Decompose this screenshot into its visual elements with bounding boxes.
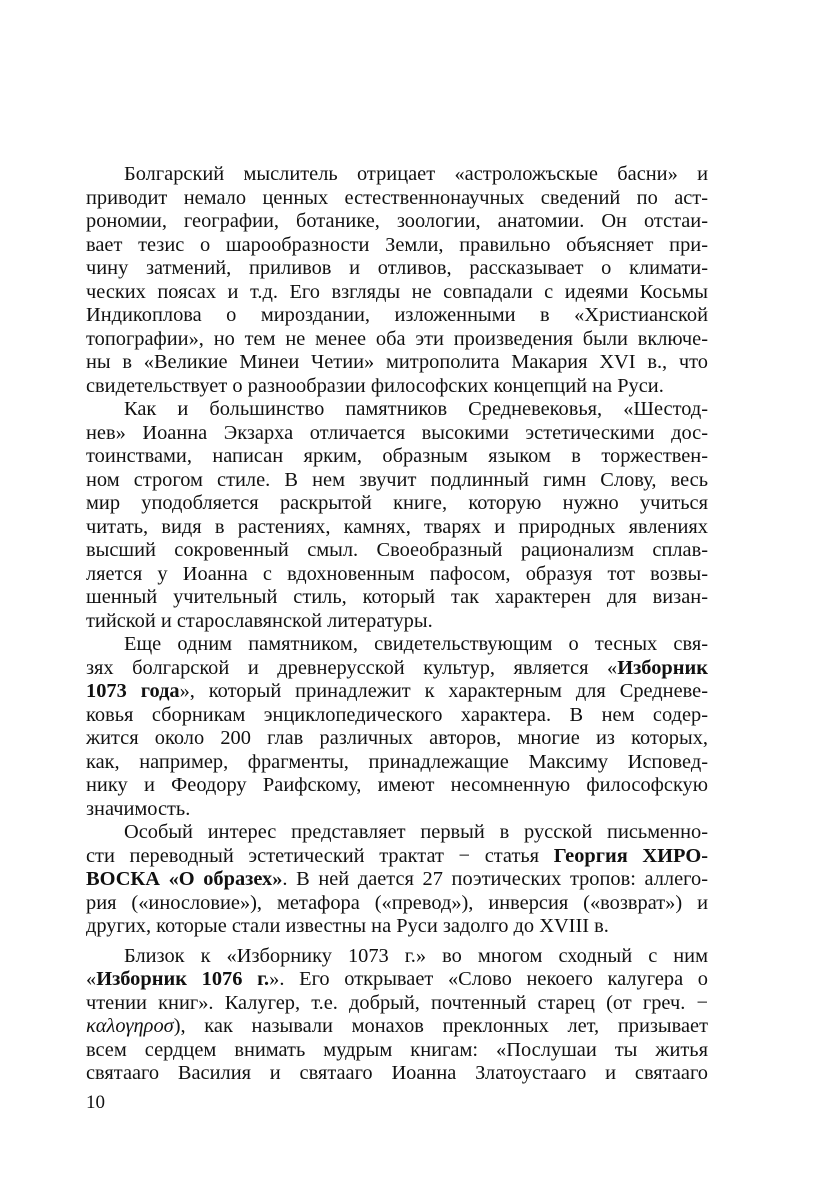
text-run: ), как называли монахов преклонных лет, призывает <box>173 1015 708 1037</box>
text-line <box>86 257 708 281</box>
paragraph <box>86 633 708 821</box>
text-run: « <box>86 968 97 990</box>
text-run: жится около 200 глав различных авторов, многие из которых, <box>86 727 708 749</box>
text-line <box>86 680 708 704</box>
text-line <box>86 845 708 869</box>
text-line <box>86 633 708 657</box>
paragraph <box>86 945 708 1086</box>
text-run: Еще одним памятником, свидетельствующим о тесных свя- <box>124 633 708 655</box>
text-run: Особый интерес представляет первый в русской письменно- <box>124 821 708 843</box>
text-run: ном строгом стиле. В нем звучит подлинный гимн Слову, весь <box>86 468 708 491</box>
text-line <box>86 375 708 399</box>
text-line <box>86 422 708 446</box>
text-line <box>86 821 708 845</box>
text-run: нику и Феодору Раифскому, имеют несомненную философскую <box>86 774 708 796</box>
text-run: ляется у Иоанна с вдохновенным пафосом, образуя тот возвы- <box>86 562 708 585</box>
bold-text: 1073 года <box>86 680 180 702</box>
text-line <box>86 281 708 305</box>
text-line <box>86 586 708 610</box>
bold-text: Изборник 1076 г. <box>96 968 270 990</box>
text-line <box>86 657 708 681</box>
text-run: рия («инословие»), метафора («превод»), инверсия («возврат») и <box>86 891 708 914</box>
text-run: свидетельствует о разнообразии философских концепций на Руси. <box>86 374 664 397</box>
text-run: ческих поясах и т.д. Его взгляды не совпадали с идеями Косьмы <box>86 280 708 303</box>
text-line <box>86 798 708 822</box>
text-run: рономии, географии, ботанике, зоологии, анатомии. Он отстаи- <box>86 210 708 232</box>
paragraph <box>86 398 708 633</box>
text-run: тийской и старославянской литературы. <box>86 609 433 632</box>
text-run: святааго Василия и святааго Иоанна Златоустааго и святааго <box>86 1062 708 1084</box>
text-run: ковья сборникам энциклопедического характера. В нем содер- <box>86 703 708 726</box>
text-line <box>86 868 708 892</box>
text-run: ны в «Великие Минеи Четии» митрополита Макария XVI в., что <box>86 351 708 373</box>
text-run: зях болгарской и древнерусской культур, является « <box>86 656 618 679</box>
text-run: читать, видя в растениях, камнях, тварях и природных явлениях <box>86 515 708 538</box>
text-run: Болгарский мыслитель отрицает «астроложъскые басни» и <box>124 163 708 185</box>
text-line <box>86 892 708 916</box>
text-run: других, которые стали известны на Руси задолго до XVIII в. <box>86 915 609 937</box>
text-line <box>86 774 708 798</box>
text-line <box>86 304 708 328</box>
text-line <box>86 234 708 258</box>
bold-text: ВОСКА «О образех» <box>86 868 283 890</box>
text-line <box>86 187 708 211</box>
text-line <box>86 539 708 563</box>
paragraph <box>86 821 708 939</box>
text-run: . В ней дается 27 поэтических тропов: аллего- <box>282 868 708 890</box>
text-run: как, например, фрагменты, принадлежащие Максиму Исповед- <box>86 750 708 773</box>
text-line <box>86 563 708 587</box>
text-line <box>86 163 708 187</box>
italic-text: καλογηροσ <box>86 1015 174 1037</box>
text-line <box>86 469 708 493</box>
text-run: ». Его открывает «Слово некоего калугера о <box>269 968 708 990</box>
text-run: вает тезис о шарообразности Земли, правильно объясняет при- <box>86 233 708 256</box>
text-line <box>86 704 708 728</box>
page-number: 10 <box>86 1092 105 1113</box>
body-text <box>86 163 708 1086</box>
text-run: приводит немало ценных естественнонаучных сведений по аст- <box>86 186 708 209</box>
text-line <box>86 751 708 775</box>
text-run: », который принадлежит к характерным для Средневе- <box>179 680 708 702</box>
text-line <box>86 445 708 469</box>
text-run: тоинствами, написан ярким, образным языком в торжествен- <box>86 445 708 467</box>
text-run: Как и большинство памятников Средневековья, «Шестод- <box>124 398 708 420</box>
text-run: мир уподобляется раскрытой книге, которую нужно учиться <box>86 492 708 514</box>
text-line <box>86 328 708 352</box>
text-line <box>86 1062 708 1086</box>
text-run: шенный учительный стиль, который так характерен для визан- <box>86 586 708 608</box>
text-line <box>86 915 708 939</box>
bold-text: Изборник <box>617 656 708 679</box>
text-run: всем сердцем внимать мудрым книгам: «Послушаи ты житья <box>86 1038 708 1061</box>
text-run: топографии», но тем не менее оба эти произведения были включе- <box>86 327 708 350</box>
text-line <box>86 492 708 516</box>
text-run: Индикоплова о мироздании, изложенными в «Христианской <box>86 304 708 326</box>
text-line <box>86 945 708 969</box>
text-run: чину затмений, приливов и отливов, рассказывает о климати- <box>86 257 708 279</box>
text-run: высший сокровенный смыл. Своеобразный рационализм сплав- <box>86 539 708 561</box>
text-line <box>86 210 708 234</box>
text-run: значимость. <box>86 797 191 820</box>
text-line <box>86 1039 708 1063</box>
text-run: сти переводный эстетический трактат − статья <box>86 844 554 867</box>
text-line <box>86 351 708 375</box>
text-line <box>86 992 708 1016</box>
text-line <box>86 727 708 751</box>
text-run: Близок к «Изборнику 1073 г.» во многом сходный с ним <box>124 944 708 967</box>
text-run: нев» Иоанна Экзарха отличается высокими эстетическими дос- <box>86 421 708 444</box>
paragraph <box>86 163 708 398</box>
text-line <box>86 968 708 992</box>
text-line <box>86 398 708 422</box>
text-line <box>86 610 708 634</box>
bold-text: Георгия ХИРО- <box>553 844 709 867</box>
text-line <box>86 516 708 540</box>
text-line <box>86 1015 708 1039</box>
text-run: чтении книг». Калугер, т.е. добрый, почтенный старец (от греч. − <box>86 991 708 1014</box>
